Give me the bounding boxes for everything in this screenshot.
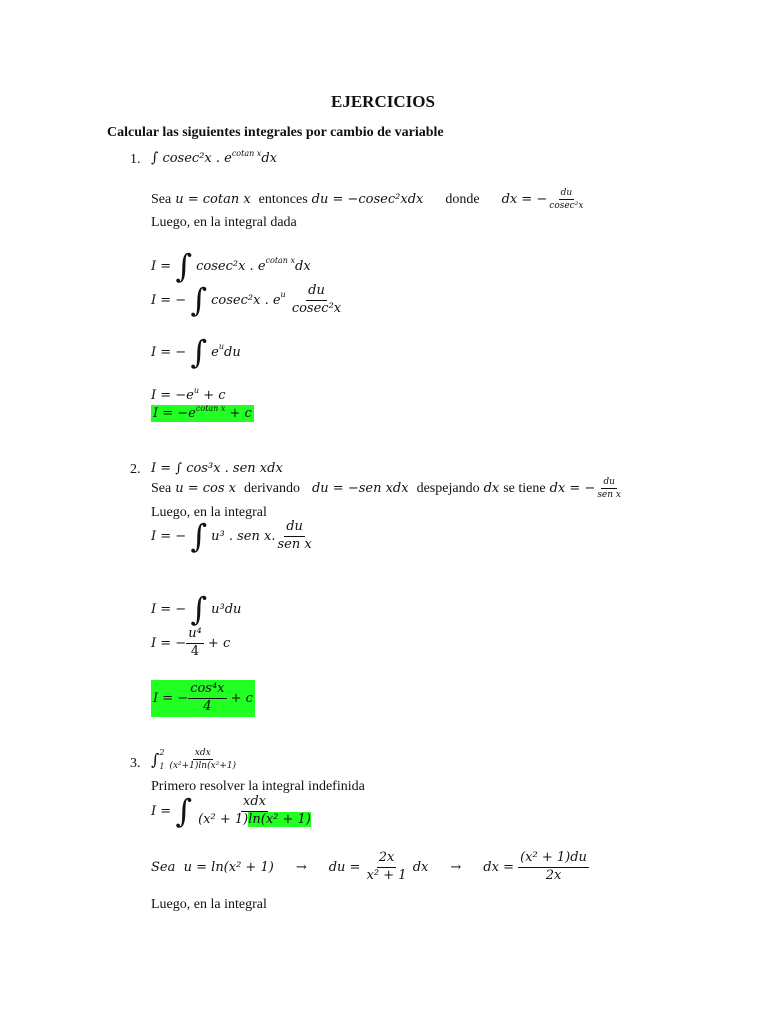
ex3-number: 3. (130, 756, 141, 771)
ex1-step2: I = − ∫ cosec²x . e u $\frac{du}{\text{cosec²x}}$ (151, 281, 342, 320)
ex2-statement: I = ∫ cos³x . sen xdx (151, 461, 283, 476)
ex1-step1: I = ∫ cosec²x . e cotan x dx (151, 247, 311, 285)
ex2-result: I = − $\frac{\text{cos⁴x}}{4}$ + c (151, 680, 255, 717)
ex1-statement: ∫ cosec²x . $e^{cotan x}dx$ (151, 149, 277, 166)
ex3-luego: Luego, en la integral (151, 897, 267, 912)
ex1-substitution-line: Sea u = cotan x entonces du = −cosec²xdx donde dx = − $\frac{du}{\text{cosec²x}}$ (151, 188, 584, 212)
ex1-luego: Luego, en la integral dada (151, 215, 297, 230)
page-title: EJERCICIOS (331, 92, 435, 111)
ex2-step2: I = − ∫ u³du (151, 590, 242, 628)
ex1-number: 1. (130, 152, 141, 167)
ex3-statement: ∫ 2 1 $\frac{\text{xdx}}{\text{(x²+1)ln(x²+1)}}$ (151, 747, 237, 772)
instructions: Calcular las siguientes integrales por cambio de variable (107, 125, 444, 140)
ex3-primero: Primero resolver la integral indefinida (151, 779, 365, 794)
ex2-step3: I = − $\frac{\text{u⁴}}{4}$ + c (151, 626, 231, 659)
ex1-step4: $I = -e^u + c$ (151, 386, 226, 403)
ex1-result: $I = -e^{cotan x} + c$ (153, 404, 252, 421)
ex3-step1: I = ∫ $\frac{\text{xdx}}{\text{(x² + 1)ln(x² + 1)}}$ (151, 792, 311, 831)
ex3-substitution-line: Sea u = ln(x² + 1) → du = $\frac{2x}{\text{x² + 1}}$ dx → dx = $\frac{\text{(x² + 1)du}}{2x}$ (151, 850, 587, 883)
ex2-number: 2. (130, 462, 141, 477)
ex2-luego: Luego, en la integral (151, 505, 267, 520)
ex2-substitution-line: Sea u = cos x derivando du = −sen xdx despejando dx se tiene dx = − $\frac{du}{\text{sen x}}$ (151, 477, 621, 501)
ex2-step1: I = − ∫ u³ . sen x. $\frac{du}{\text{sen x}}$ (151, 517, 312, 556)
ex2-dx-fraction: $\frac{du}{\text{sen x}}$ (597, 477, 621, 501)
ex1-step3: I = − ∫ e u du (151, 333, 241, 371)
ex1-dx-fraction: $\frac{du}{\text{cosec²x}}$ (549, 188, 584, 212)
